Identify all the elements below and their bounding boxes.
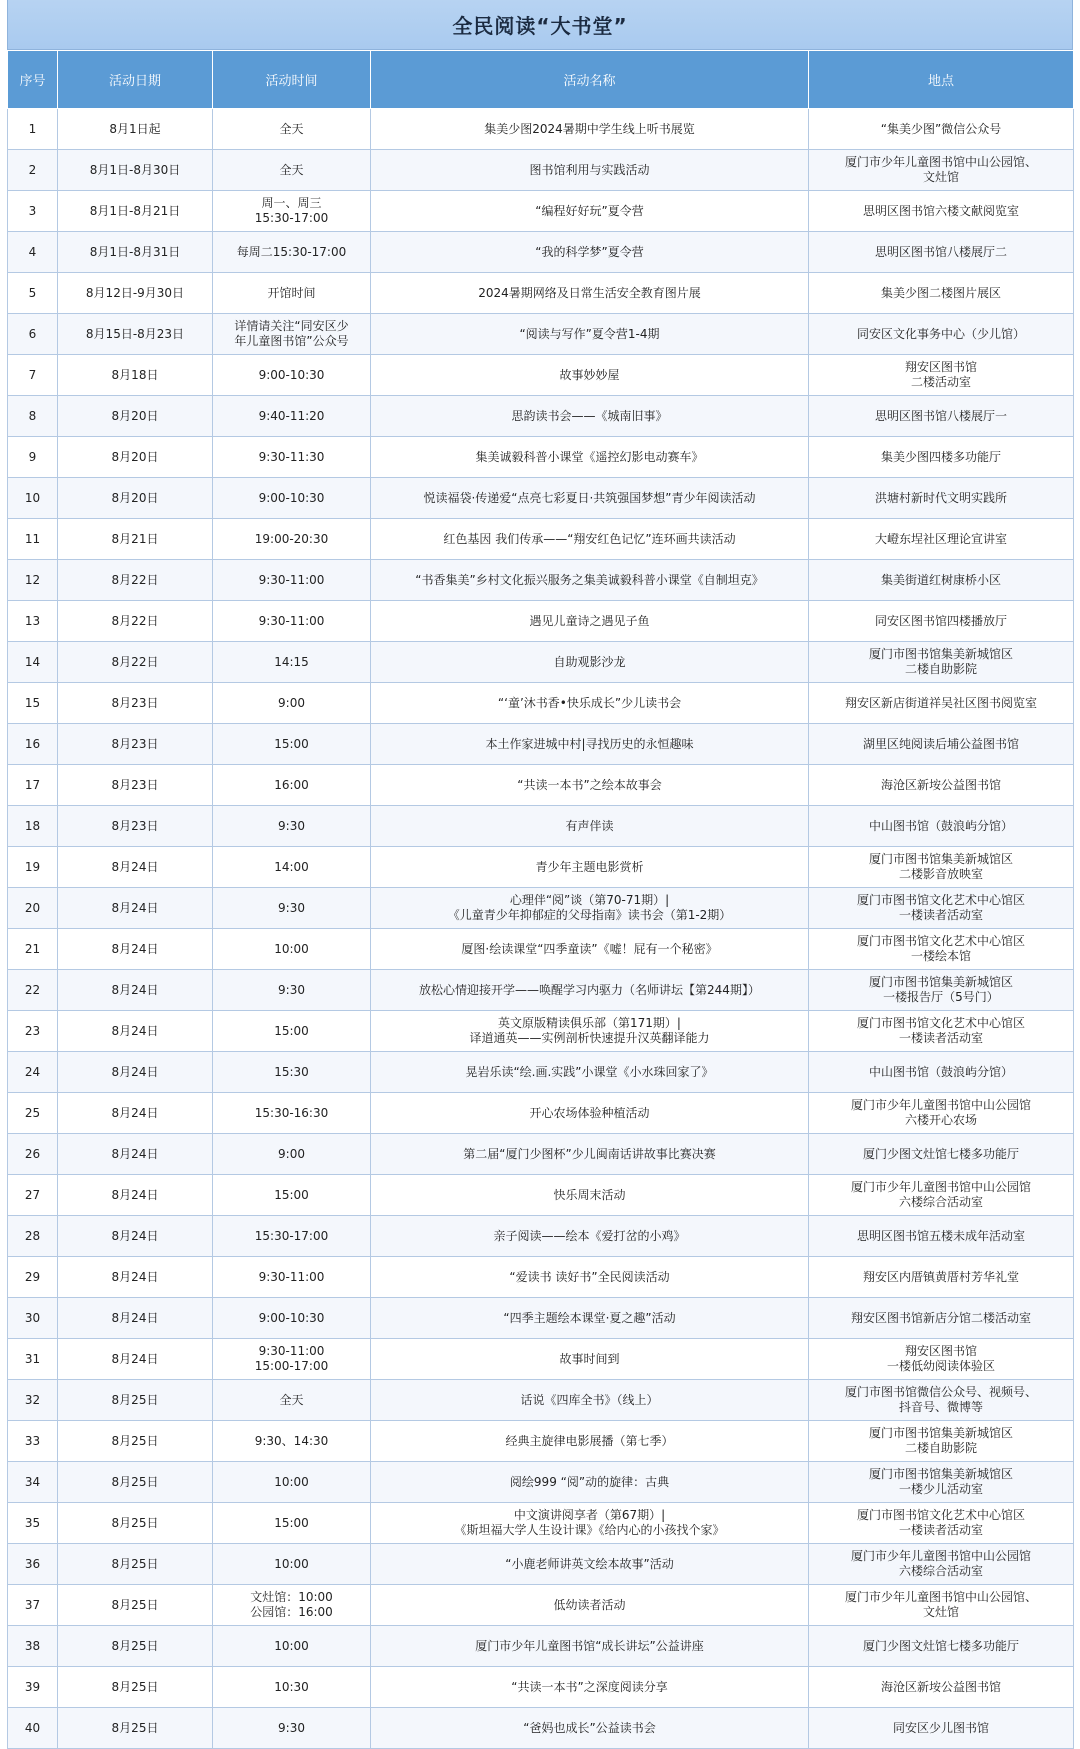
- cell-time: 15:30-16:30: [213, 1093, 371, 1134]
- cell-activity-name: 遇见儿童诗之遇见子鱼: [371, 601, 809, 642]
- cell-index: 25: [8, 1093, 58, 1134]
- cell-activity-name: 故事时间到: [371, 1339, 809, 1380]
- cell-time: 15:00: [213, 1011, 371, 1052]
- cell-location: 海沧区新垵公益图书馆: [809, 765, 1074, 806]
- table-row: [8, 232, 1074, 273]
- cell-index: 31: [8, 1339, 58, 1380]
- cell-time: 10:00: [213, 1462, 371, 1503]
- cell-location: 翔安区图书馆 一楼低幼阅读体验区: [809, 1339, 1074, 1380]
- cell-location: 翔安区图书馆 二楼活动室: [809, 355, 1074, 396]
- table-row: [8, 1052, 1074, 1093]
- cell-index: 11: [8, 519, 58, 560]
- cell-date: 8月24日: [58, 1052, 213, 1093]
- cell-date: 8月25日: [58, 1585, 213, 1626]
- cell-date: 8月25日: [58, 1708, 213, 1749]
- cell-index: 34: [8, 1462, 58, 1503]
- cell-location: 厦门市图书馆集美新城馆区 二楼自助影院: [809, 1421, 1074, 1462]
- table-row: [8, 1298, 1074, 1339]
- cell-activity-name: 心理伴“阅”谈（第70-71期）| 《儿童青少年抑郁症的父母指南》读书会（第1-2期）: [371, 888, 809, 929]
- cell-date: 8月22日: [58, 560, 213, 601]
- cell-time: 10:00: [213, 929, 371, 970]
- cell-time: 9:30: [213, 806, 371, 847]
- cell-location: 中山图书馆（鼓浪屿分馆）: [809, 806, 1074, 847]
- cell-activity-name: 自助观影沙龙: [371, 642, 809, 683]
- cell-date: 8月23日: [58, 806, 213, 847]
- table-row: [8, 150, 1074, 191]
- cell-date: 8月22日: [58, 601, 213, 642]
- cell-location: 大嶝东埕社区理论宣讲室: [809, 519, 1074, 560]
- cell-index: 12: [8, 560, 58, 601]
- cell-activity-name: 第二届“厦门少图杯”少儿闽南话讲故事比赛决赛: [371, 1134, 809, 1175]
- table-row: [8, 1011, 1074, 1052]
- cell-activity-name: “‘童’沐书香•快乐成长”少儿读书会: [371, 683, 809, 724]
- cell-location: 厦门市少年儿童图书馆中山公园馆 六楼综合活动室: [809, 1175, 1074, 1216]
- cell-time: 9:30-11:00: [213, 560, 371, 601]
- cell-location: 厦门市少年儿童图书馆中山公园馆、 文灶馆: [809, 150, 1074, 191]
- table-row: [8, 437, 1074, 478]
- cell-date: 8月1日起: [58, 109, 213, 150]
- table-row: [8, 1093, 1074, 1134]
- cell-activity-name: 阅绘999 “阅”动的旋律：古典: [371, 1462, 809, 1503]
- cell-time: 14:00: [213, 847, 371, 888]
- cell-index: 30: [8, 1298, 58, 1339]
- cell-location: 集美少图二楼图片展区: [809, 273, 1074, 314]
- cell-activity-name: 集美诚毅科普小课堂《遥控幻影电动赛车》: [371, 437, 809, 478]
- cell-time: 开馆时间: [213, 273, 371, 314]
- cell-activity-name: 厦图·绘读课堂“四季童读”《嘘！屁有一个秘密》: [371, 929, 809, 970]
- table-row: [8, 1421, 1074, 1462]
- cell-location: 思明区图书馆八楼展厅一: [809, 396, 1074, 437]
- cell-index: 9: [8, 437, 58, 478]
- cell-date: 8月24日: [58, 1093, 213, 1134]
- table-row: [8, 1667, 1074, 1708]
- cell-activity-name: 2024暑期网络及日常生活安全教育图片展: [371, 273, 809, 314]
- cell-index: 36: [8, 1544, 58, 1585]
- cell-index: 40: [8, 1708, 58, 1749]
- cell-index: 7: [8, 355, 58, 396]
- cell-date: 8月24日: [58, 929, 213, 970]
- cell-date: 8月25日: [58, 1667, 213, 1708]
- cell-date: 8月24日: [58, 847, 213, 888]
- table-row: [8, 396, 1074, 437]
- cell-time: 9:30、14:30: [213, 1421, 371, 1462]
- cell-location: 中山图书馆（鼓浪屿分馆）: [809, 1052, 1074, 1093]
- cell-time: 9:00-10:30: [213, 1298, 371, 1339]
- cell-index: 27: [8, 1175, 58, 1216]
- table-row: [8, 683, 1074, 724]
- cell-date: 8月18日: [58, 355, 213, 396]
- cell-location: 厦门市图书馆集美新城馆区 一楼报告厅（5号门）: [809, 970, 1074, 1011]
- table-row: [8, 478, 1074, 519]
- cell-date: 8月23日: [58, 724, 213, 765]
- table-row: [8, 1339, 1074, 1380]
- table-row: [8, 806, 1074, 847]
- table-row: [8, 1503, 1074, 1544]
- cell-date: 8月25日: [58, 1626, 213, 1667]
- cell-index: 24: [8, 1052, 58, 1093]
- header-date: 活动日期: [58, 51, 213, 109]
- cell-date: 8月21日: [58, 519, 213, 560]
- cell-activity-name: 亲子阅读——绘本《爱打岔的小鸡》: [371, 1216, 809, 1257]
- cell-activity-name: 英文原版精读俱乐部（第171期）| 译道通英——实例剖析快速提升汉英翻译能力: [371, 1011, 809, 1052]
- cell-time: 15:30-17:00: [213, 1216, 371, 1257]
- cell-index: 37: [8, 1585, 58, 1626]
- table-row: [8, 1175, 1074, 1216]
- cell-date: 8月24日: [58, 888, 213, 929]
- cell-location: 厦门市少年儿童图书馆中山公园馆、 文灶馆: [809, 1585, 1074, 1626]
- cell-index: 4: [8, 232, 58, 273]
- header-row: [8, 51, 1074, 109]
- table-row: [8, 1134, 1074, 1175]
- table-row: [8, 1626, 1074, 1667]
- cell-location: 厦门市图书馆集美新城馆区 二楼影音放映室: [809, 847, 1074, 888]
- table-row: [8, 1708, 1074, 1749]
- cell-activity-name: “我的科学梦”夏令营: [371, 232, 809, 273]
- cell-location: 集美少图四楼多功能厅: [809, 437, 1074, 478]
- cell-date: 8月25日: [58, 1503, 213, 1544]
- cell-index: 14: [8, 642, 58, 683]
- cell-location: 厦门市图书馆文化艺术中心馆区 一楼绘本馆: [809, 929, 1074, 970]
- cell-date: 8月24日: [58, 1216, 213, 1257]
- cell-time: 周一、周三 15:30-17:00: [213, 191, 371, 232]
- cell-activity-name: 快乐周末活动: [371, 1175, 809, 1216]
- cell-location: 厦门市图书馆文化艺术中心馆区 一楼读者活动室: [809, 1503, 1074, 1544]
- table-row: [8, 273, 1074, 314]
- cell-location: 厦门市图书馆文化艺术中心馆区 一楼读者活动室: [809, 888, 1074, 929]
- cell-date: 8月24日: [58, 1011, 213, 1052]
- table-row: [8, 1544, 1074, 1585]
- cell-time: 10:00: [213, 1626, 371, 1667]
- table-row: [8, 314, 1074, 355]
- cell-index: 23: [8, 1011, 58, 1052]
- cell-activity-name: “四季主题绘本课堂·夏之趣”活动: [371, 1298, 809, 1339]
- cell-time: 9:30: [213, 1708, 371, 1749]
- cell-index: 38: [8, 1626, 58, 1667]
- cell-time: 15:00: [213, 1503, 371, 1544]
- cell-index: 6: [8, 314, 58, 355]
- cell-location: 同安区少儿图书馆: [809, 1708, 1074, 1749]
- cell-activity-name: 集美少图2024暑期中学生线上听书展览: [371, 109, 809, 150]
- cell-index: 29: [8, 1257, 58, 1298]
- cell-location: 厦门市图书馆文化艺术中心馆区 一楼读者活动室: [809, 1011, 1074, 1052]
- table-row: [8, 191, 1074, 232]
- table-row: [8, 1380, 1074, 1421]
- cell-date: 8月24日: [58, 1257, 213, 1298]
- cell-index: 17: [8, 765, 58, 806]
- cell-location: 集美街道红树康桥小区: [809, 560, 1074, 601]
- table-row: [8, 765, 1074, 806]
- cell-index: 20: [8, 888, 58, 929]
- cell-activity-name: 红色基因 我们传承——“翔安红色记忆”连环画共读活动: [371, 519, 809, 560]
- table-row: [8, 724, 1074, 765]
- cell-index: 35: [8, 1503, 58, 1544]
- header-index: 序号: [8, 51, 58, 109]
- cell-time: 文灶馆：10:00 公园馆：16:00: [213, 1585, 371, 1626]
- header-activity-name: 活动名称: [371, 51, 809, 109]
- cell-time: 9:00-10:30: [213, 478, 371, 519]
- cell-time: 全天: [213, 109, 371, 150]
- cell-time: 14:15: [213, 642, 371, 683]
- cell-activity-name: 思韵读书会——《城南旧事》: [371, 396, 809, 437]
- cell-index: 33: [8, 1421, 58, 1462]
- cell-location: “集美少图”微信公众号: [809, 109, 1074, 150]
- cell-activity-name: 中文演讲阅享者（第67期）| 《斯坦福大学人生设计课》《给内心的小孩找个家》: [371, 1503, 809, 1544]
- cell-time: 9:40-11:20: [213, 396, 371, 437]
- cell-activity-name: “书香集美”乡村文化振兴服务之集美诚毅科普小课堂《自制坦克》: [371, 560, 809, 601]
- table-row: [8, 970, 1074, 1011]
- cell-activity-name: “小鹿老师讲英文绘本故事”活动: [371, 1544, 809, 1585]
- cell-activity-name: 开心农场体验种植活动: [371, 1093, 809, 1134]
- table-row: [8, 929, 1074, 970]
- cell-date: 8月25日: [58, 1462, 213, 1503]
- cell-location: 厦门少图文灶馆七楼多功能厅: [809, 1134, 1074, 1175]
- cell-location: 厦门市图书馆微信公众号、视频号、 抖音号、微博等: [809, 1380, 1074, 1421]
- cell-activity-name: 有声伴读: [371, 806, 809, 847]
- table-row: [8, 642, 1074, 683]
- cell-index: 10: [8, 478, 58, 519]
- table-row: [8, 519, 1074, 560]
- cell-date: 8月24日: [58, 1339, 213, 1380]
- cell-date: 8月23日: [58, 683, 213, 724]
- cell-activity-name: “共读一本书”之深度阅读分享: [371, 1667, 809, 1708]
- cell-location: 思明区图书馆八楼展厅二: [809, 232, 1074, 273]
- cell-time: 9:00: [213, 683, 371, 724]
- cell-index: 2: [8, 150, 58, 191]
- cell-time: 详情请关注“同安区少 年儿童图书馆”公众号: [213, 314, 371, 355]
- cell-index: 26: [8, 1134, 58, 1175]
- cell-activity-name: 低幼读者活动: [371, 1585, 809, 1626]
- cell-activity-name: “阅读与写作”夏令营1-4期: [371, 314, 809, 355]
- cell-date: 8月24日: [58, 1298, 213, 1339]
- cell-activity-name: 故事妙妙屋: [371, 355, 809, 396]
- cell-location: 海沧区新垵公益图书馆: [809, 1667, 1074, 1708]
- cell-date: 8月20日: [58, 437, 213, 478]
- cell-index: 22: [8, 970, 58, 1011]
- cell-date: 8月25日: [58, 1380, 213, 1421]
- cell-location: 厦门市少年儿童图书馆中山公园馆 六楼开心农场: [809, 1093, 1074, 1134]
- table-row: [8, 1257, 1074, 1298]
- cell-index: 19: [8, 847, 58, 888]
- cell-time: 每周二15:30-17:00: [213, 232, 371, 273]
- cell-date: 8月25日: [58, 1421, 213, 1462]
- table-row: [8, 1462, 1074, 1503]
- cell-time: 9:30-11:00: [213, 601, 371, 642]
- cell-activity-name: 悦读福袋·传递爱“点亮七彩夏日·共筑强国梦想”青少年阅读活动: [371, 478, 809, 519]
- cell-time: 10:00: [213, 1544, 371, 1585]
- cell-date: 8月24日: [58, 1134, 213, 1175]
- cell-index: 32: [8, 1380, 58, 1421]
- cell-activity-name: “共读一本书”之绘本故事会: [371, 765, 809, 806]
- table-row: [8, 560, 1074, 601]
- cell-date: 8月15日-8月23日: [58, 314, 213, 355]
- table-row: [8, 601, 1074, 642]
- cell-activity-name: 晃岩乐读“绘.画.实践”小课堂《小水珠回家了》: [371, 1052, 809, 1093]
- table-row: [8, 1216, 1074, 1257]
- cell-date: 8月22日: [58, 642, 213, 683]
- cell-date: 8月23日: [58, 765, 213, 806]
- cell-index: 21: [8, 929, 58, 970]
- cell-activity-name: 厦门市少年儿童图书馆“成长讲坛”公益讲座: [371, 1626, 809, 1667]
- cell-index: 3: [8, 191, 58, 232]
- cell-time: 全天: [213, 1380, 371, 1421]
- cell-date: 8月24日: [58, 1175, 213, 1216]
- cell-index: 1: [8, 109, 58, 150]
- cell-index: 28: [8, 1216, 58, 1257]
- cell-time: 9:30: [213, 970, 371, 1011]
- cell-activity-name: “爱读书 读好书”全民阅读活动: [371, 1257, 809, 1298]
- cell-location: 同安区图书馆四楼播放厅: [809, 601, 1074, 642]
- cell-date: 8月20日: [58, 478, 213, 519]
- cell-activity-name: 放松心情迎接开学——唤醒学习内驱力（名师讲坛【第244期】）: [371, 970, 809, 1011]
- cell-activity-name: “爸妈也成长”公益读书会: [371, 1708, 809, 1749]
- cell-time: 15:30: [213, 1052, 371, 1093]
- header-location: 地点: [809, 51, 1074, 109]
- table-row: [8, 355, 1074, 396]
- activity-table: [7, 50, 1074, 1749]
- cell-index: 13: [8, 601, 58, 642]
- cell-activity-name: 图书馆利用与实践活动: [371, 150, 809, 191]
- cell-time: 9:30-11:00 15:00-17:00: [213, 1339, 371, 1380]
- cell-location: 湖里区纯阅读后埔公益图书馆: [809, 724, 1074, 765]
- cell-time: 10:30: [213, 1667, 371, 1708]
- cell-activity-name: 话说《四库全书》（线上）: [371, 1380, 809, 1421]
- cell-location: 翔安区新店街道祥吴社区图书阅览室: [809, 683, 1074, 724]
- cell-index: 5: [8, 273, 58, 314]
- cell-location: 洪塘村新时代文明实践所: [809, 478, 1074, 519]
- cell-index: 39: [8, 1667, 58, 1708]
- cell-date: 8月1日-8月30日: [58, 150, 213, 191]
- page-title: 全民阅读“大书堂”: [7, 0, 1073, 50]
- cell-location: 厦门市图书馆集美新城馆区 一楼少儿活动室: [809, 1462, 1074, 1503]
- table-row: [8, 109, 1074, 150]
- cell-index: 15: [8, 683, 58, 724]
- cell-date: 8月1日-8月21日: [58, 191, 213, 232]
- cell-date: 8月24日: [58, 970, 213, 1011]
- cell-index: 8: [8, 396, 58, 437]
- cell-time: 9:30-11:00: [213, 1257, 371, 1298]
- cell-location: 厦门市图书馆集美新城馆区 二楼自助影院: [809, 642, 1074, 683]
- cell-time: 15:00: [213, 724, 371, 765]
- cell-time: 9:30-11:30: [213, 437, 371, 478]
- cell-time: 16:00: [213, 765, 371, 806]
- cell-activity-name: 本土作家进城中村|寻找历史的永恒趣味: [371, 724, 809, 765]
- header-time: 活动时间: [213, 51, 371, 109]
- cell-date: 8月1日-8月31日: [58, 232, 213, 273]
- cell-location: 翔安区图书馆新店分馆二楼活动室: [809, 1298, 1074, 1339]
- cell-time: 9:30: [213, 888, 371, 929]
- cell-time: 19:00-20:30: [213, 519, 371, 560]
- cell-location: 翔安区内厝镇黄厝村芳华礼堂: [809, 1257, 1074, 1298]
- cell-date: 8月20日: [58, 396, 213, 437]
- cell-location: 厦门市少年儿童图书馆中山公园馆 六楼综合活动室: [809, 1544, 1074, 1585]
- cell-date: 8月12日-9月30日: [58, 273, 213, 314]
- cell-index: 18: [8, 806, 58, 847]
- cell-time: 全天: [213, 150, 371, 191]
- cell-activity-name: “编程好好玩”夏令营: [371, 191, 809, 232]
- table-row: [8, 847, 1074, 888]
- cell-location: 思明区图书馆六楼文献阅览室: [809, 191, 1074, 232]
- cell-location: 思明区图书馆五楼未成年活动室: [809, 1216, 1074, 1257]
- cell-time: 9:00-10:30: [213, 355, 371, 396]
- cell-date: 8月25日: [58, 1544, 213, 1585]
- cell-location: 厦门少图文灶馆七楼多功能厅: [809, 1626, 1074, 1667]
- cell-time: 9:00: [213, 1134, 371, 1175]
- cell-activity-name: 青少年主题电影赏析: [371, 847, 809, 888]
- cell-index: 16: [8, 724, 58, 765]
- cell-activity-name: 经典主旋律电影展播（第七季）: [371, 1421, 809, 1462]
- table-row: [8, 1585, 1074, 1626]
- cell-time: 15:00: [213, 1175, 371, 1216]
- cell-location: 同安区文化事务中心（少儿馆）: [809, 314, 1074, 355]
- table-row: [8, 888, 1074, 929]
